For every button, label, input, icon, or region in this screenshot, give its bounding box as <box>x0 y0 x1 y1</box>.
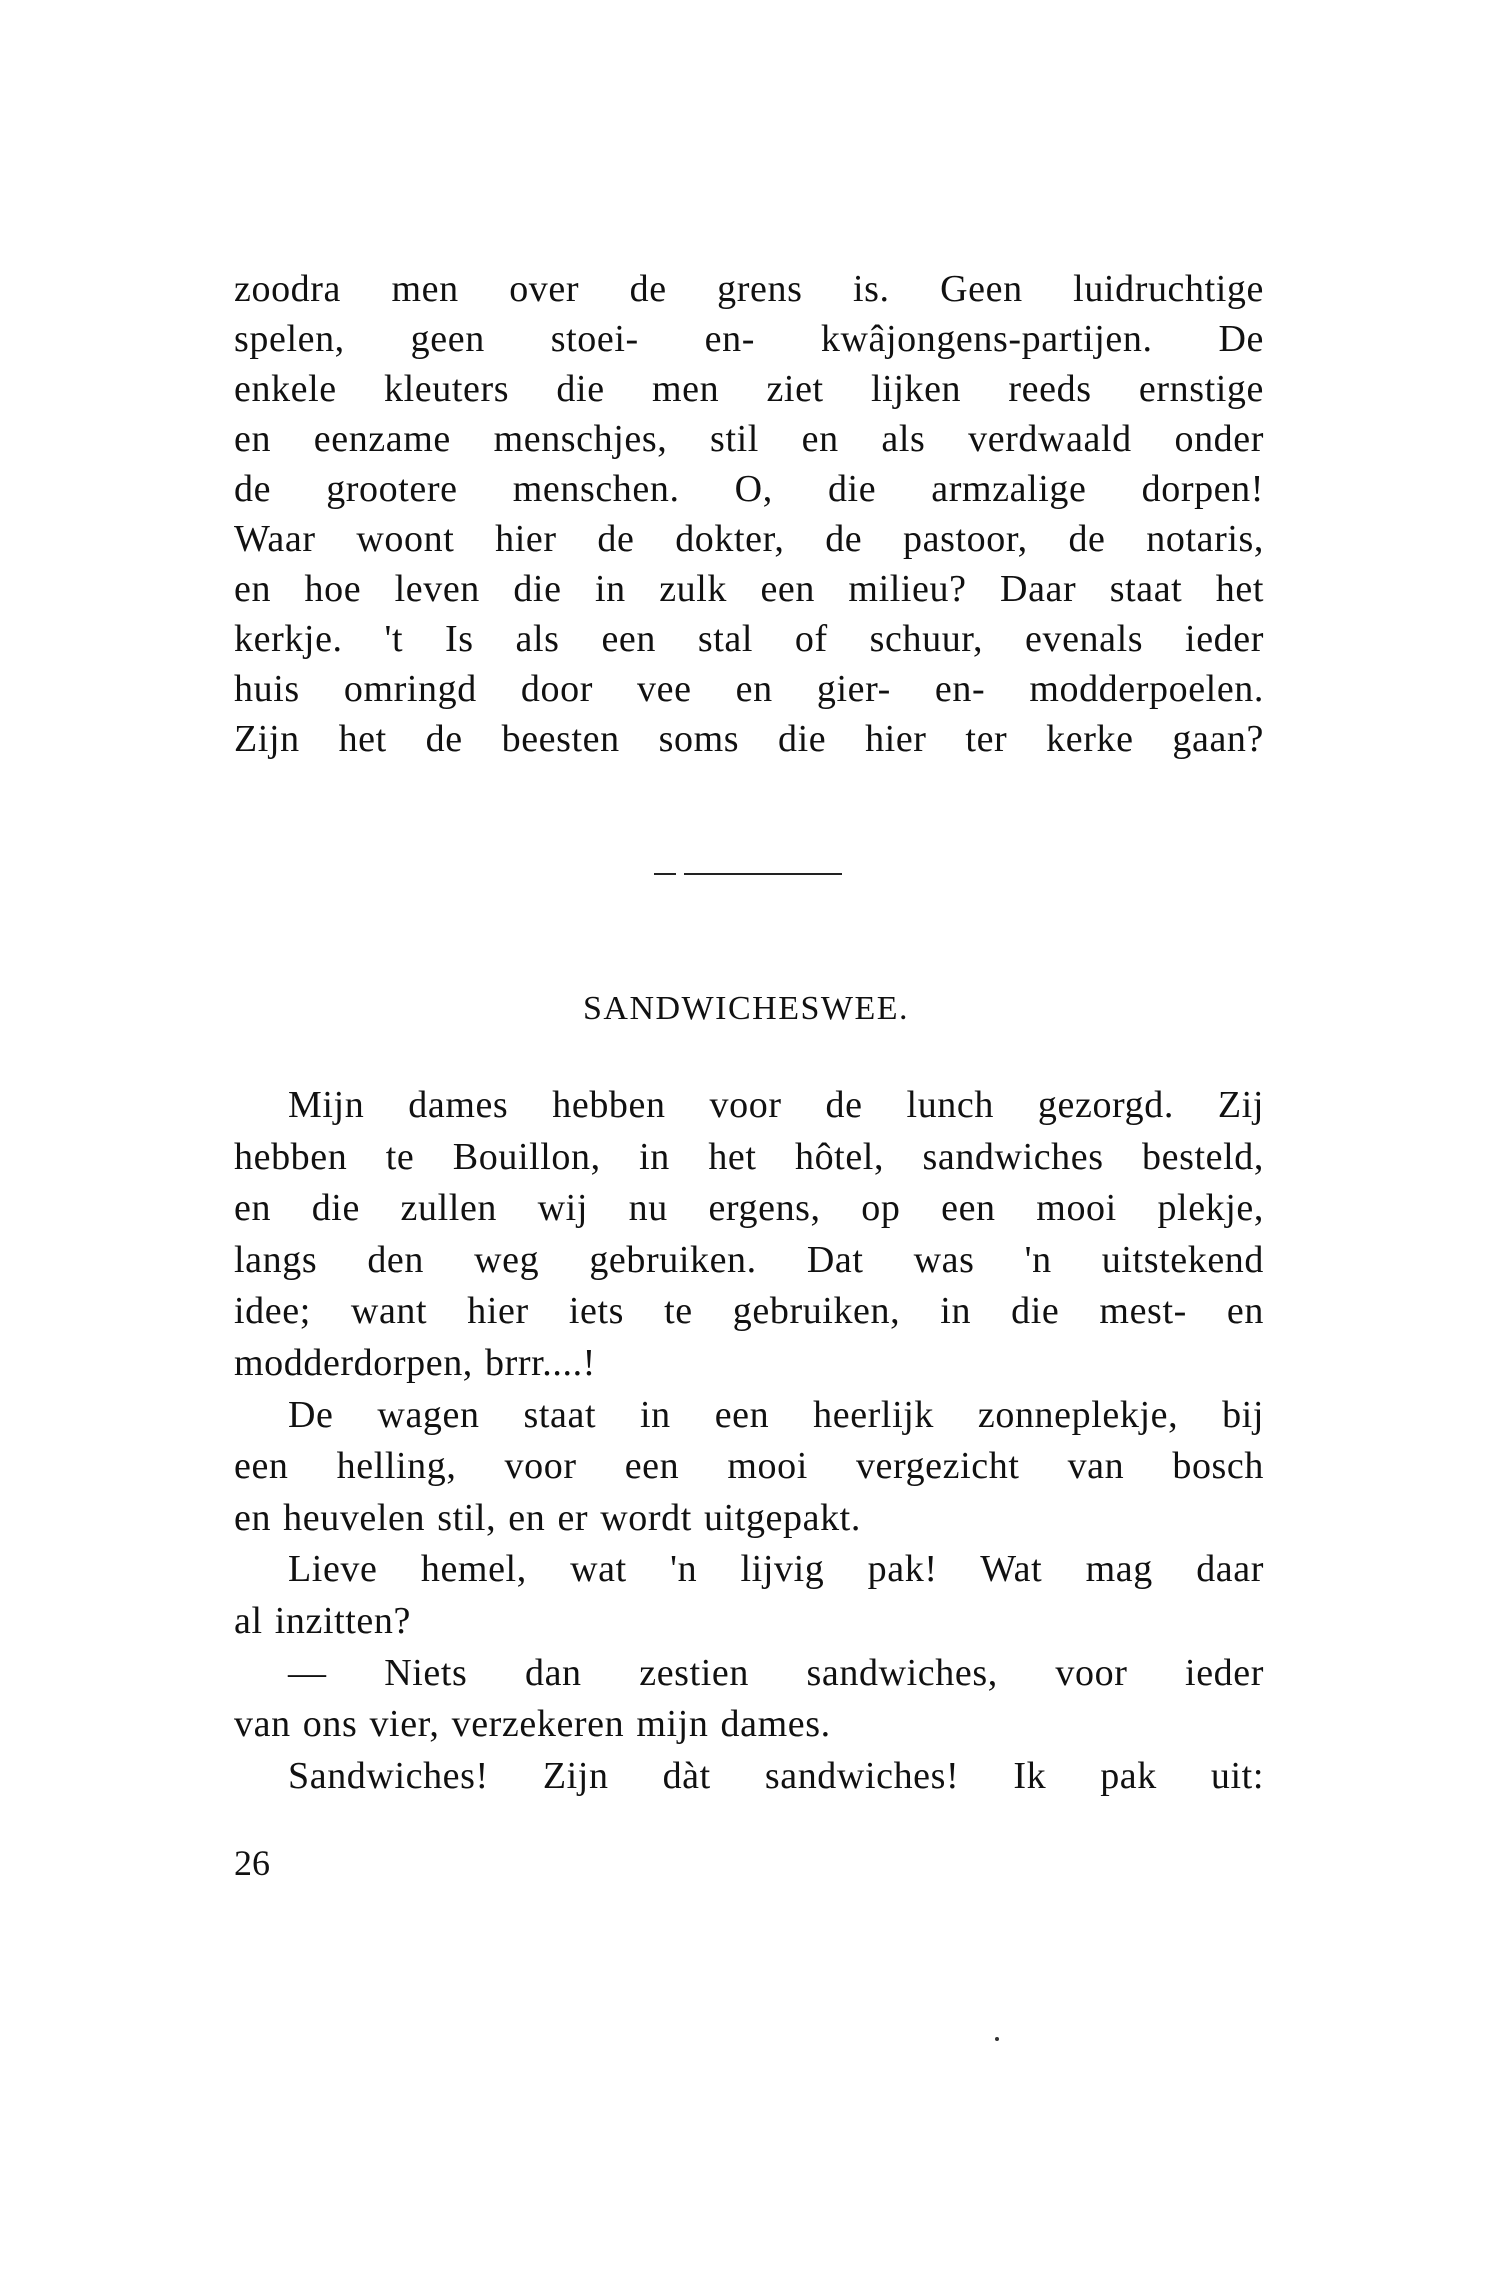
text-line: kerkje. 't Is als een stal of schuur, evenals ieder <box>234 618 1264 660</box>
text-line: langs den weg gebruiken. Dat was 'n uitstekend <box>234 1238 1264 1281</box>
print-speck <box>995 2037 999 2041</box>
section-body <box>234 1080 1264 1802</box>
text-line: de grootere menschen. O, die armzalige dorpen! <box>234 468 1264 510</box>
text-line: hebben te Bouillon, in het hôtel, sandwiches besteld, <box>234 1135 1264 1178</box>
text-line: spelen, geen stoei- en- kwâjongens-partijen. De <box>234 318 1264 360</box>
page-number: 26 <box>234 1843 270 1883</box>
text-line: Mijn dames hebben voor de lunch gezorgd. Zij <box>288 1084 1264 1126</box>
text-line: een helling, voor een mooi vergezicht van bosch <box>234 1445 1264 1488</box>
text-line: De wagen staat in een heerlijk zonneplekje, bij <box>288 1393 1264 1436</box>
text-line: zoodra men over de grens is. Geen luidruchtige <box>234 268 1264 310</box>
text-line: en hoe leven die in zulk een milieu? Daar staat het <box>234 568 1264 610</box>
text-line: Zijn het de beesten soms die hier ter kerke gaan? <box>234 718 1264 760</box>
text-line: en heuvelen stil, en er wordt uitgepakt. <box>234 1496 861 1539</box>
paragraph-continuation <box>234 264 1264 764</box>
text-line: huis omringd door vee en gier- en- modderpoelen. <box>234 668 1264 710</box>
text-line: modderdorpen, brrr....! <box>234 1341 596 1384</box>
text-line: Sandwiches! Zijn dàt sandwiches! Ik pak uit: <box>288 1754 1264 1797</box>
section-title: SANDWICHESWEE. <box>582 990 910 1027</box>
section-divider <box>654 873 842 875</box>
text-line: en die zullen wij nu ergens, op een mooi plekje, <box>234 1187 1264 1230</box>
text-line: — Niets dan zestien sandwiches, voor ieder <box>288 1651 1264 1694</box>
text-line: Lieve hemel, wat 'n lijvig pak! Wat mag daar <box>288 1548 1264 1591</box>
text-line: enkele kleuters die men ziet lijken reeds ernstige <box>234 368 1264 410</box>
text-line: idee; want hier iets te gebruiken, in die mest- en <box>234 1290 1264 1333</box>
text-line: al inzitten? <box>234 1599 411 1642</box>
text-line: en eenzame menschjes, stil en als verdwaald onder <box>234 418 1264 460</box>
text-line: Waar woont hier de dokter, de pastoor, de notaris, <box>234 518 1264 560</box>
text-line: van ons vier, verzekeren mijn dames. <box>234 1703 831 1746</box>
